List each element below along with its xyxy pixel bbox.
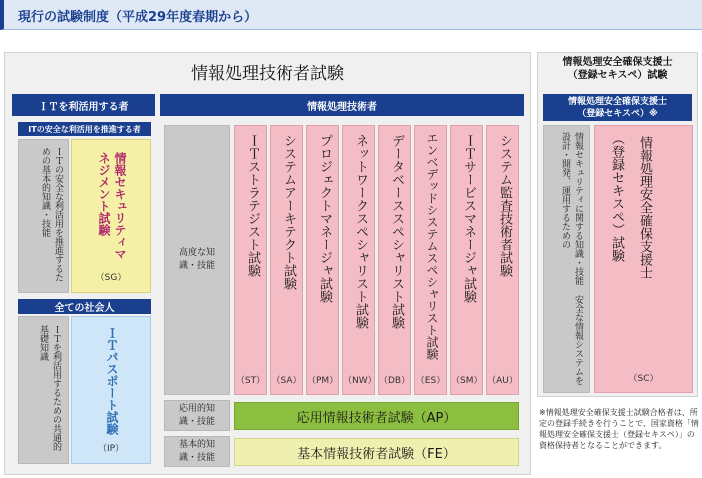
society-target: ＩＴを利活用するための共通的基礎知識 — [38, 325, 61, 451]
advanced-exam-column — [414, 125, 447, 395]
advanced-exam-column — [234, 125, 267, 395]
sg-exam-code: （SG） — [95, 273, 127, 283]
advanced-exam-name: ネットワークスペシャリスト試験 — [353, 134, 368, 329]
advanced-exam-code: （PM） — [307, 376, 339, 386]
sc-exam-line1: 情報処理安全確保支援士 — [637, 136, 652, 279]
advanced-exam-code: （SA） — [271, 376, 302, 386]
advanced-exam-name: システム監査技術者試験 — [497, 134, 512, 277]
side-note: ※情報処理安全確保支援士試験合格者は、所定の登録手続きを行うことで、国家資格「情報処理安全確保支援士（登録セキスペ）」の資格保持者となることができます。 — [539, 408, 699, 450]
advanced-exam-name: データベーススペシャリスト試験 — [389, 134, 404, 329]
ip-exam-box — [71, 316, 151, 464]
advanced-exam-column — [450, 125, 483, 395]
sc-exam-box — [594, 125, 693, 393]
promoter-heading: ITの安全な利活用を推進する者 — [18, 122, 151, 136]
advanced-exam-column — [342, 125, 375, 395]
basic-level-label: 基本的知識・技能 — [178, 439, 215, 463]
advanced-exam-code: （ST） — [235, 376, 266, 386]
sg-exam-name: 情報セキュリティマネジメント試験 — [97, 152, 127, 260]
promoter-target-box — [18, 139, 69, 293]
advanced-exam-column — [486, 125, 519, 395]
applied-exam-bar: 応用情報技術者試験（AP） — [234, 402, 519, 430]
advanced-level-box — [164, 125, 230, 395]
page-header — [0, 0, 702, 30]
society-heading: 全ての社会人 — [18, 299, 151, 314]
sc-exam-code: （SC） — [628, 374, 659, 384]
side-bar-line1: 情報処理安全確保支援士 — [567, 97, 667, 107]
advanced-exam-name: システムアーキテクト試験 — [281, 134, 296, 290]
advanced-exam-code: （AU） — [487, 376, 518, 386]
advanced-exam-code: （NW） — [343, 376, 377, 386]
advanced-exam-code: （SM） — [451, 376, 483, 386]
applied-level-box — [164, 400, 230, 431]
advanced-exam-column — [378, 125, 411, 395]
advanced-exam-code: （ES） — [415, 376, 446, 386]
basic-level-box — [164, 436, 230, 467]
advanced-exam-code: （DB） — [379, 376, 411, 386]
sg-exam-box — [71, 139, 151, 293]
side-title-line2: （登録セキスペ）試験 — [567, 70, 668, 81]
advanced-exam-column — [270, 125, 303, 395]
page-title: 現行の試験制度（平成29年度春期から） — [18, 10, 258, 25]
side-bar — [543, 94, 692, 121]
sc-exam-line2: （登録セキスペ）試験 — [609, 132, 624, 262]
advanced-exam-name: エンベデッドシステムスペシャリスト試験 — [425, 132, 439, 360]
side-title-line1: 情報処理安全確保支援士 — [562, 57, 673, 68]
promoter-target: ＩＴの安全な利活用を推進するための基本的知識・技能 — [40, 147, 63, 282]
advanced-exam-name: ＩＴストラテジスト試験 — [245, 134, 260, 277]
advanced-level-label: 高度な知識・技能 — [178, 248, 215, 271]
ip-exam-name: ＩＴパスポート試験 — [105, 327, 119, 435]
engineers-heading: 情報処理技術者 — [160, 94, 524, 116]
applied-level-label: 応用的知識・技能 — [178, 403, 215, 427]
side-target: 情報セキュリティに関する知識・技能 安全な情報システムを設計・開発、運用するための — [560, 132, 583, 385]
main-title: 情報処理技術者試験 — [191, 63, 344, 84]
ip-exam-code: （IP） — [97, 444, 125, 454]
side-title — [537, 56, 698, 82]
advanced-exam-name: プロジェクトマネージャ試験 — [317, 134, 332, 303]
basic-exam-bar: 基本情報技術者試験（FE） — [234, 438, 519, 466]
society-target-box — [18, 316, 69, 464]
advanced-exam-column — [306, 125, 339, 395]
it-user-heading: ＩＴを利活用する者 — [12, 94, 155, 116]
advanced-exam-name: ＩＴサービスマネージャ試験 — [461, 134, 476, 303]
side-bar-line2: （登録セキスペ）※ — [577, 109, 658, 119]
side-target-box — [543, 125, 590, 393]
